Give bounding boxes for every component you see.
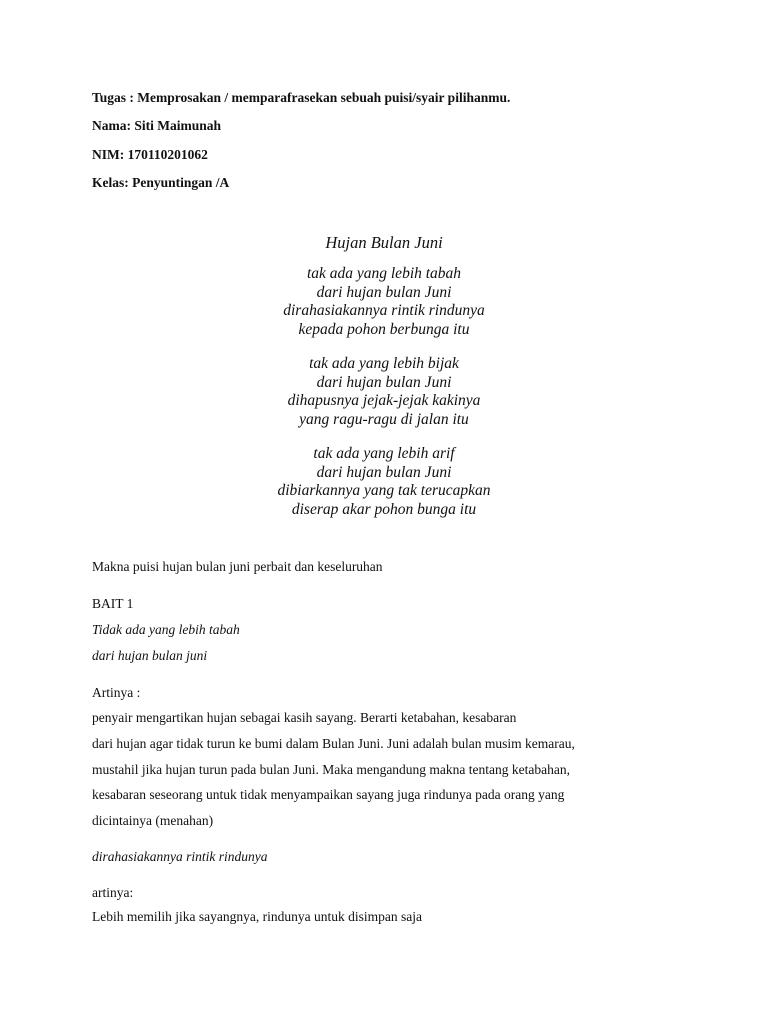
poem-line: dari hujan bulan Juni	[316, 373, 452, 391]
quote-line: Tidak ada yang lebih tabah	[92, 622, 240, 637]
meaning-line: dari hujan agar tidak turun ke bumi dalam Bulan Juni. Juni adalah bulan musim kemarau,	[92, 736, 575, 751]
poem-line: dibiarkannya yang tak terucapkan	[277, 482, 491, 499]
poem-line: tak ada yang lebih arif	[313, 445, 455, 462]
poem-line: yang ragu-ragu di jalan itu	[299, 410, 469, 428]
poem-stanza-2	[0, 355, 768, 429]
quote-line: dari hujan bulan juni	[92, 648, 208, 663]
quote-line: dirahasiakannya rintik rindunya	[92, 849, 268, 864]
poem-line: diserap akar pohon bunga itu	[291, 500, 477, 518]
task-line: Tugas : Memprosakan / memparafrasekan sebuah puisi/syair pilihanmu.	[92, 90, 511, 105]
poem-line: dirahasiakannya rintik rindunya	[283, 302, 485, 319]
poem-title: Hujan Bulan Juni	[325, 233, 443, 252]
meaning-line: mustahil jika hujan turun pada bulan Juni. Maka mengandung makna tentang ketabahan,	[92, 762, 570, 777]
student-nim: NIM: 170110201062	[92, 147, 208, 162]
meaning-line: kesabaran seseorang untuk tidak menyampaikan sayang juga rindunya pada orang yang	[92, 787, 565, 802]
poem-line: kepada pohon berbunga itu	[298, 320, 470, 338]
meaning-line: Lebih memilih jika sayangnya, rindunya untuk disimpan saja	[92, 909, 422, 924]
meaning-line: penyair mengartikan hujan sebagai kasih sayang. Berarti ketabahan, kesabaran	[92, 710, 517, 725]
poem-line: dari hujan bulan Juni	[316, 283, 452, 301]
meaning-label: Artinya :	[92, 685, 141, 700]
poem-line: dihapusnya jejak-jejak kakinya	[287, 392, 481, 409]
poem-stanza-3	[0, 445, 768, 519]
poem-line: dari hujan bulan Juni	[316, 463, 452, 481]
poem-line: tak ada yang lebih bijak	[309, 355, 459, 372]
analysis-intro: Makna puisi hujan bulan juni perbait dan keseluruhan	[92, 559, 383, 574]
meaning-line: dicintainya (menahan)	[92, 813, 214, 828]
poem-line: tak ada yang lebih tabah	[306, 265, 462, 282]
meaning-label: artinya:	[92, 885, 134, 900]
student-name: Nama: Siti Maimunah	[92, 118, 222, 133]
bait-label: BAIT 1	[92, 596, 134, 611]
student-class: Kelas: Penyuntingan /A	[92, 175, 230, 190]
poem-stanza-1	[0, 265, 768, 339]
